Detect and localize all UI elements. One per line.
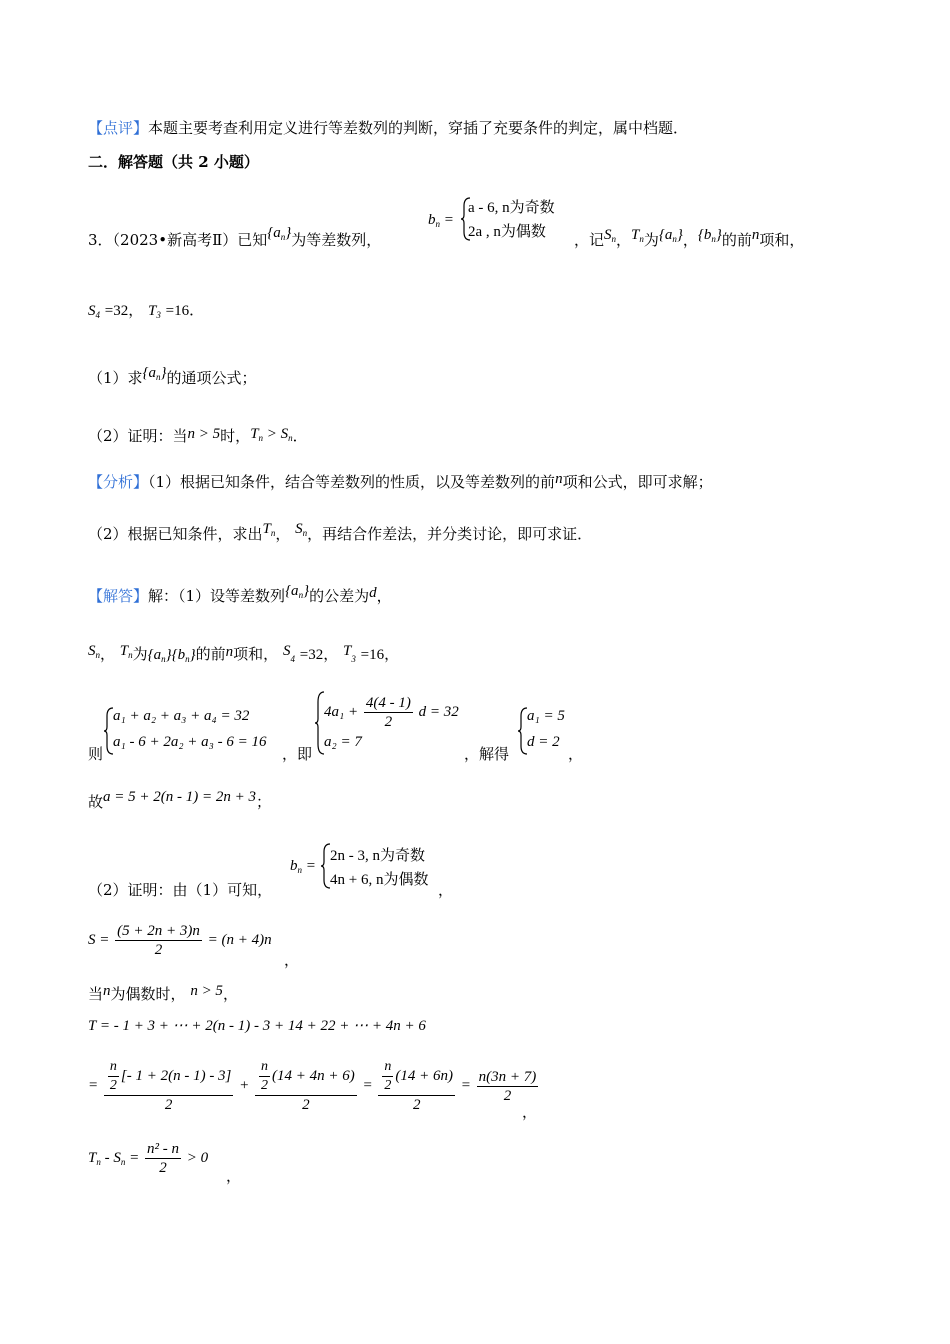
l2-tail: 的前: [195, 645, 226, 663]
seq-a-close: }: [285, 225, 292, 241]
sn-eq2: = (n + 4)n: [207, 931, 272, 948]
f1-bracket: [- 1 + 2(n - 1) - 3]: [120, 1067, 232, 1084]
ze-text: 则: [88, 745, 104, 763]
sn-num: (5 + 2n + 3)n: [117, 923, 200, 939]
comma-sn: ，: [284, 951, 300, 969]
sn-symbol: S: [604, 227, 612, 243]
part1-text: （1）求: [88, 369, 143, 387]
gu-text: 故: [88, 793, 104, 811]
analysis-line-1: 【分析】（1）根据已知条件，结合等差数列的性质，以及等差数列的前n项和公式，即可求解；: [88, 471, 713, 491]
solution-intro-tail: 的公差为: [309, 587, 370, 605]
bn2-case-2: 4n + 6, n为偶数: [330, 872, 429, 888]
analysis-text-2a: （2）根据已知条件，求出: [88, 525, 263, 543]
semicolon: ；: [256, 793, 272, 811]
tail2-text: 项和，: [759, 231, 805, 249]
analysis-tag: 【分析】: [88, 473, 149, 491]
p2-intro: （2）证明：由（1）可知，: [88, 881, 273, 899]
bn2-case-1: 2n - 3, n为奇数: [330, 848, 425, 864]
analysis-text-1-tail: 项和公式，即可求解；: [562, 473, 713, 491]
n-symbol: n: [751, 227, 760, 243]
tn-sum: T = - 1 + 3 + ⋯ + 2(n - 1) - 3 + 14 + 22 + ⋯ + 4n + 6: [88, 1018, 426, 1034]
frac-4: [477, 1068, 539, 1105]
bn-set: {b: [697, 227, 712, 243]
f3-den: 2: [412, 1097, 421, 1113]
seq-a-open: {a: [267, 225, 281, 241]
sys1-eq1: a₁ + a₂ + a₃ + a₄ = 32: [113, 708, 250, 724]
an-formula: a = 5 + 2(n - 1) = 2n + 3: [103, 789, 256, 805]
comma-sys3: ，: [568, 745, 584, 763]
as-text: 为: [643, 231, 659, 249]
part1-tail: 的通项公式；: [166, 369, 257, 387]
l2-end: 项和，: [233, 645, 279, 663]
analysis-text-2b: ，再结合作差法，并分类讨论，即可求证．: [307, 525, 593, 543]
frac-3: $\frac{n}{2}$ (14 + 6n) 2: [378, 1058, 455, 1114]
f2-bracket: (14 + 4n + 6): [272, 1067, 355, 1084]
sys2-den: 2: [384, 714, 393, 730]
analysis-text-1: （1）根据已知条件，结合等差数列的性质，以及等差数列的前: [148, 473, 556, 491]
sys3-eq2: d = 2: [527, 734, 560, 750]
f1-n: n: [108, 1058, 119, 1077]
diff-frac: [145, 1140, 181, 1177]
f1-den: 2: [164, 1097, 173, 1113]
when-even: 当: [88, 985, 104, 1003]
bn-case-2: 2a , n为偶数: [468, 224, 546, 240]
problem-number: 3．: [88, 231, 113, 249]
jiede-text: ，解得: [464, 745, 510, 763]
is-arith-text: 为等差数列，: [291, 231, 382, 249]
solution-tag: 【解答】: [88, 587, 149, 605]
diff-den: 2: [159, 1160, 167, 1176]
part2-line: （2）证明：当n > 5时，$T_n > S_n$．: [88, 426, 308, 445]
ji-text: ，即: [282, 745, 313, 763]
l2-mid: 为: [132, 645, 148, 663]
bn2-label: $b_n$ =: [290, 858, 316, 875]
conditions-line: $S_4 =32$， $T_3 =16$．: [88, 301, 205, 320]
bn-case-1: a - 6, n为奇数: [468, 200, 555, 216]
problem-source: （2023•新高考Ⅱ）已知: [112, 231, 268, 249]
part2-mid: 时，: [220, 427, 251, 445]
f4-den: 2: [503, 1087, 512, 1104]
part2-text: （2）证明：当: [88, 427, 188, 445]
cond-s4: =32: [104, 303, 129, 319]
f2-den: 2: [302, 1097, 310, 1113]
sn-formula: [88, 922, 272, 959]
part1-line: （1）求$\{a_n\}$的通项公式；: [88, 365, 257, 387]
frac-2: $\frac{n}{2}$ (14 + 4n + 6) 2: [255, 1058, 357, 1114]
cond-s: S: [88, 303, 96, 319]
even-text: 为偶数时，: [110, 985, 186, 1003]
part2-cond: n > 5: [187, 426, 221, 442]
solution-line-2: $S_n$， $T_n$为$\{a_n\}\{b_n\}$的前n项和， $S_4 =32$， $T_3 =16$，: [88, 643, 400, 664]
fraction-chain: = $\frac{n}{2}$ [- 1 + 2(n - 1) - 3] 2 + $\frac{n}{2}$ (14 + 4n + 6) 2 = $\frac{n}{2}$ (14 + 6n) 2 = $\frac{n(3n + 7)}{2}$: [88, 1059, 537, 1113]
d-symbol: d: [369, 585, 377, 601]
sys2-eq1: [324, 694, 459, 731]
sys1-eq2: a₁ - 6 + 2a₂ + a₃ - 6 = 16: [113, 734, 267, 750]
review-text: 本题主要考查利用定义进行等差数列的判断，穿插了充要条件的判定，属中档题．: [148, 119, 689, 137]
sys2-pre: 4a₁ +: [324, 703, 359, 720]
l2-t3: =16: [360, 647, 385, 663]
diff-num: n² - n: [146, 1141, 179, 1157]
section-title: 二．解答题（共 2 小题）: [88, 153, 259, 171]
cond-t3: =16: [165, 303, 190, 319]
review-line: [88, 118, 688, 138]
comma-diff: ，: [226, 1167, 242, 1185]
end-period: ．: [189, 301, 205, 319]
bn-label: $b_n$ =: [428, 212, 454, 229]
f1-2: 2: [109, 1078, 117, 1093]
problem-line-1b: ，记$S_n$，$T_n$为$\{a_n\}$，$\{b_n\}$的前n项和，: [574, 227, 805, 249]
sys2-post: d = 32: [418, 703, 459, 720]
f3-bracket: (14 + 6n): [395, 1067, 454, 1084]
tail-text: 的前: [721, 231, 752, 249]
sn-den: 2: [154, 942, 163, 958]
sys3-eq1: a₁ = 5: [527, 708, 565, 724]
note-prefix: ，记: [574, 231, 605, 249]
sn-eq: S =: [88, 931, 110, 948]
an-line: [88, 789, 272, 813]
diff-formula: $T_n - S_n$ = $\frac{\text{n² - n}}{2}$ > 0: [88, 1141, 209, 1176]
comma-chain: ，: [522, 1103, 538, 1121]
comma-bn2: ，: [438, 881, 454, 899]
even-line: 当n为偶数时， n > 5，: [88, 983, 238, 1003]
f4-num: n(3n + 7): [478, 1068, 537, 1085]
comma-1: ，: [616, 231, 632, 249]
n-gt5: n > 5: [190, 983, 223, 999]
diff-rhs: > 0: [186, 1149, 209, 1166]
sys2-eq2: a₂ = 7: [324, 734, 362, 750]
l2-s4: =32: [299, 647, 324, 663]
problem-line-1: 3．（2023•新高考Ⅱ）已知$\{a_n\}$为等差数列，: [88, 225, 382, 249]
review-tag: 【点评】: [88, 119, 149, 137]
solution-line-1: 【解答】解：（1）设等差数列$\{a_n\}$的公差为d，: [88, 583, 392, 605]
frac-1: [104, 1058, 234, 1114]
solution-intro: 解：（1）设等差数列: [148, 587, 286, 605]
sys2-num: 4(4 - 1): [365, 695, 411, 711]
tn-symbol: T: [631, 227, 640, 243]
analysis-line-2: （2）根据已知条件，求出$T_n$， $S_n$，再结合作差法，并分类讨论，即可求证．: [88, 521, 593, 543]
